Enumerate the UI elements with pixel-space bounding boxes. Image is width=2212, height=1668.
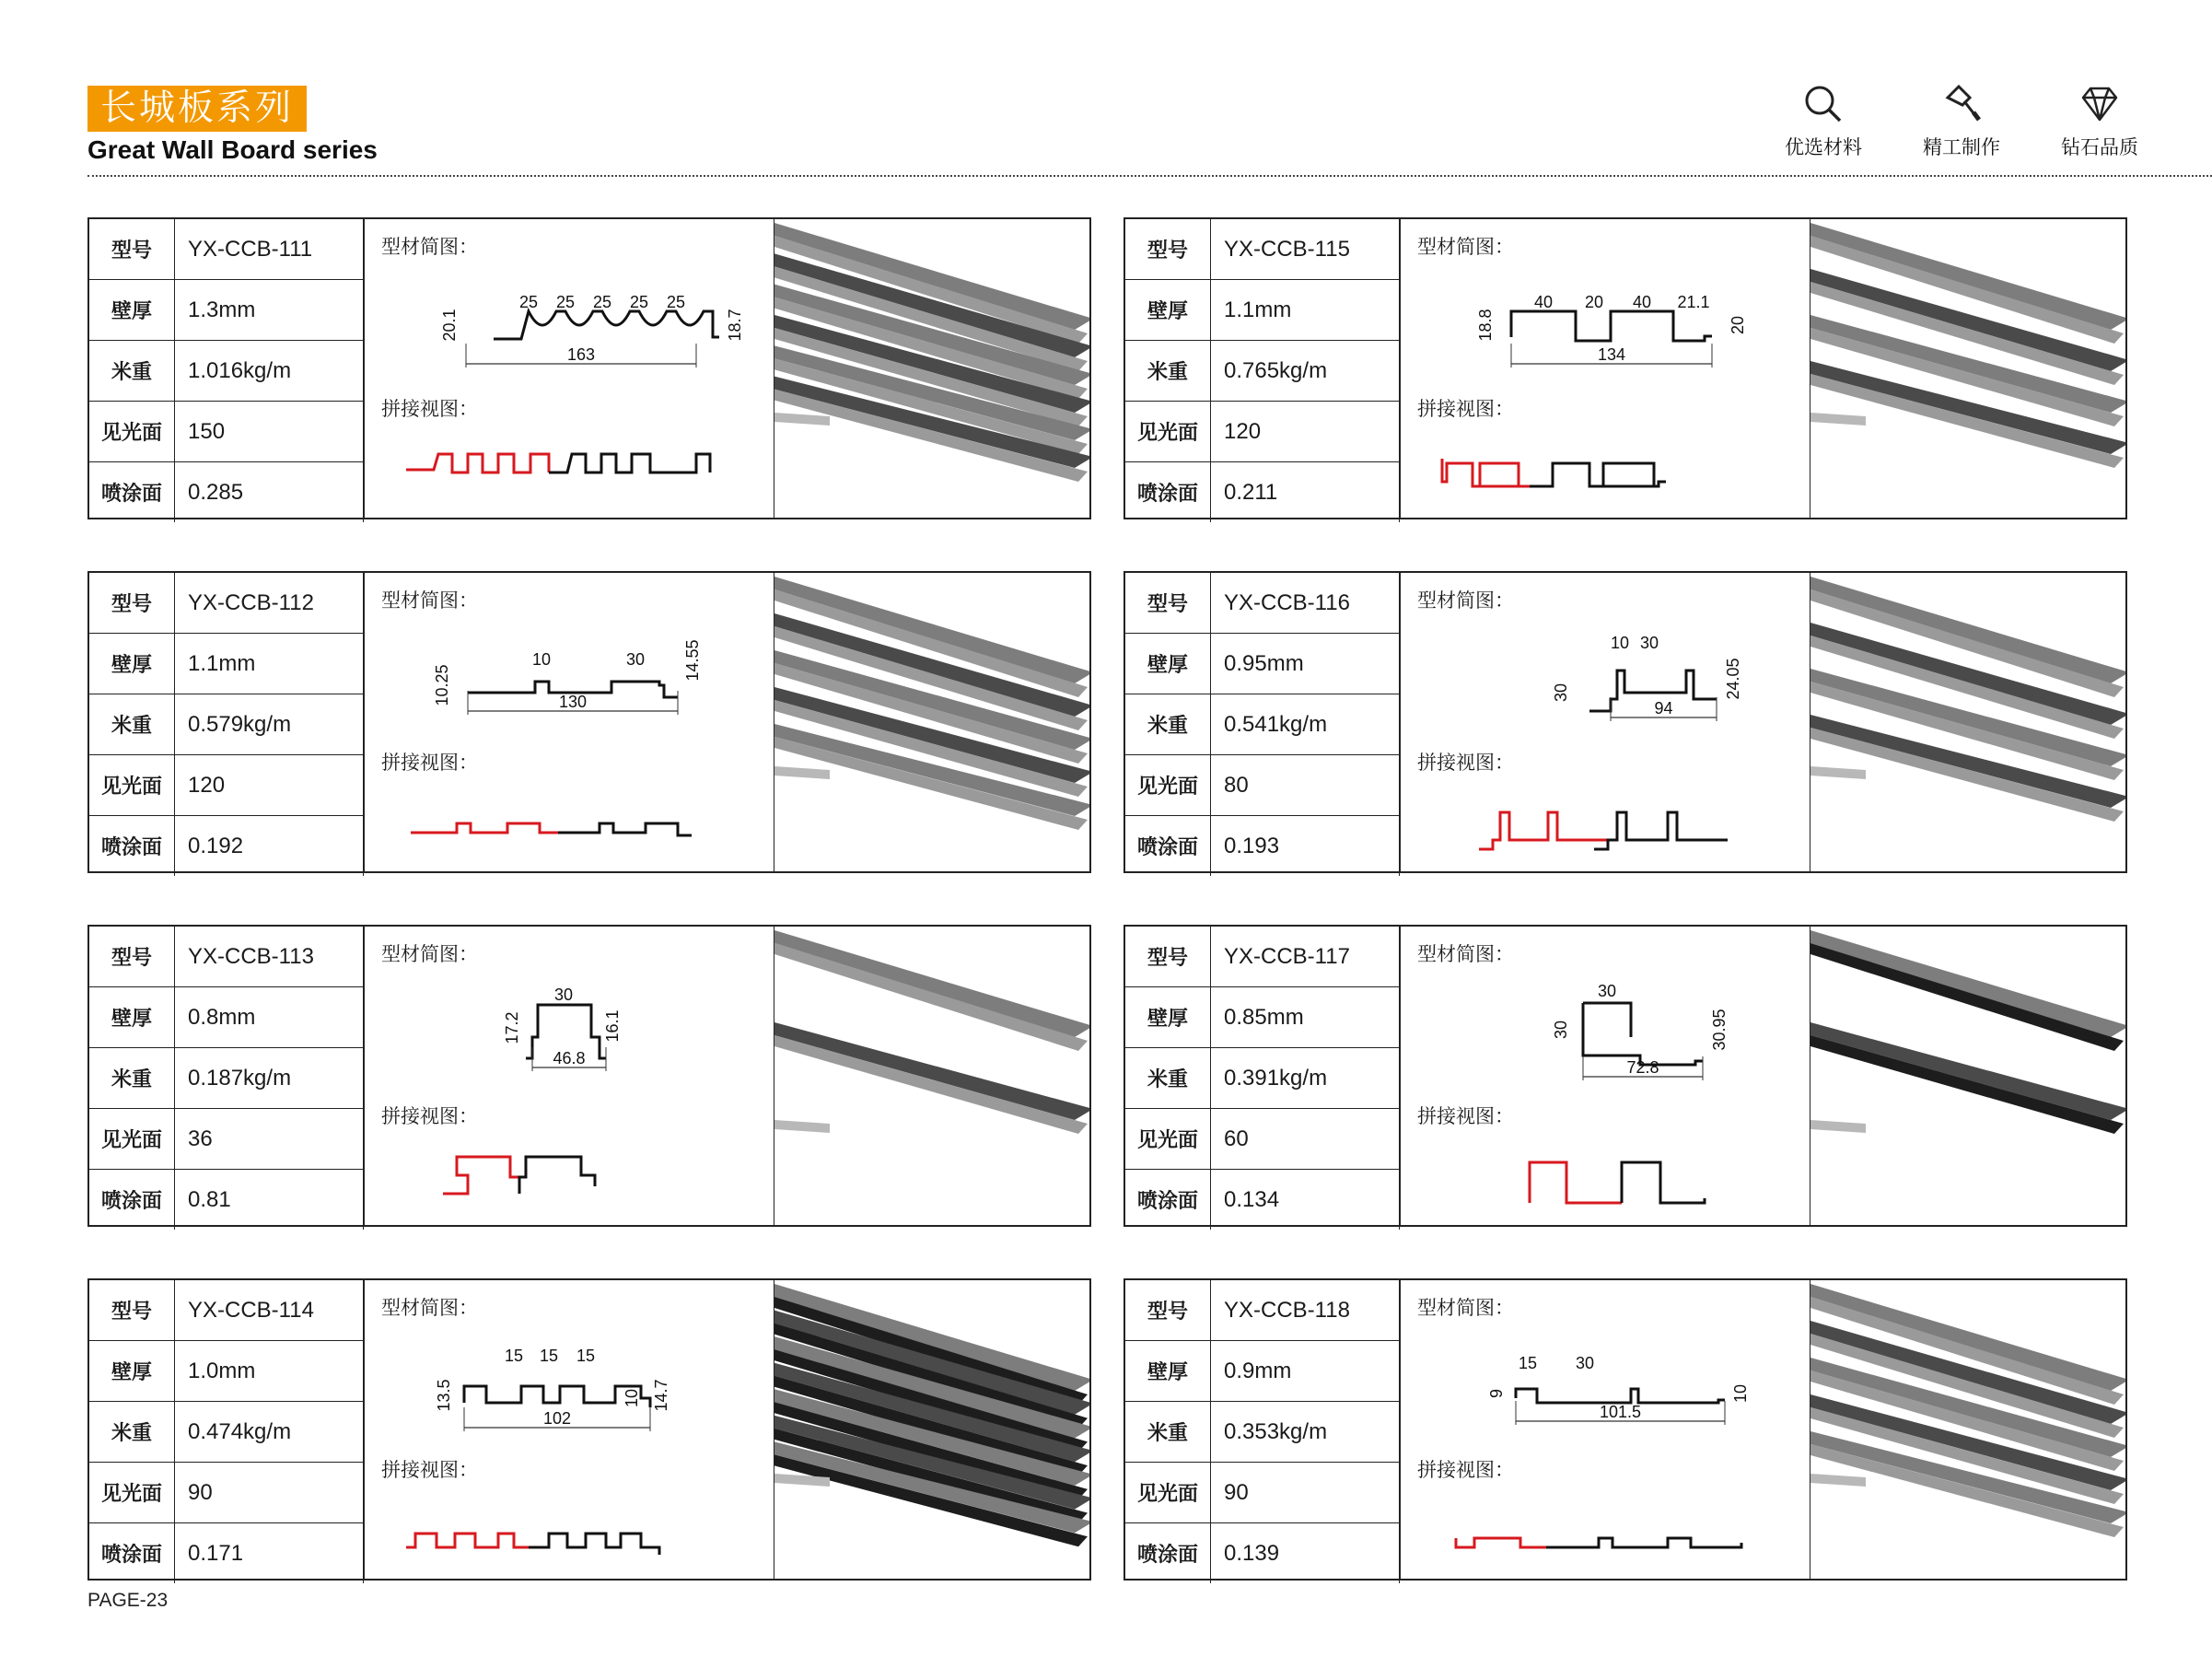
spec-value-coating: 0.193 [1211, 816, 1400, 877]
joint-label: 拼接视图： [1417, 398, 1514, 420]
spec-key: 米重 [89, 1048, 175, 1109]
spec-row [1125, 462, 1400, 523]
width-label: 101.5 [1599, 1403, 1642, 1421]
spec-value-weight: 0.187kg/m [175, 1048, 364, 1109]
spec-row [1125, 573, 1400, 634]
height-label-left: 13.5 [435, 1379, 453, 1412]
spec-row [1125, 927, 1400, 987]
spec-value-weight: 0.765kg/m [1211, 341, 1400, 402]
profile-diagram-panel [1400, 573, 1810, 871]
profile-drawing [365, 927, 774, 1225]
profile-render [1810, 1280, 2125, 1579]
joint-label: 拼接视图： [381, 1105, 478, 1127]
profile-drawing [365, 219, 774, 518]
dimension-label: 21.1 [1677, 293, 1710, 311]
profile-outline [1622, 1162, 1705, 1203]
spec-value-model: YX-CCB-117 [1211, 927, 1400, 987]
width-label: 134 [1597, 345, 1626, 364]
profile-outline [494, 311, 719, 339]
spec-value-visible: 90 [1211, 1463, 1400, 1523]
spec-row [89, 1463, 364, 1523]
joint-label: 拼接视图： [381, 752, 478, 774]
render-edge [1810, 413, 1866, 426]
spec-key: 见光面 [89, 402, 175, 462]
profile-diagram-panel [364, 1280, 774, 1579]
spec-row [1125, 280, 1400, 341]
badge-label: 精工制作 [1923, 136, 2000, 158]
dimension-label: 40 [1533, 293, 1554, 311]
spec-key: 米重 [1125, 694, 1211, 755]
spec-row [89, 462, 364, 523]
spec-value-visible: 80 [1211, 755, 1400, 816]
spec-key: 壁厚 [1125, 987, 1211, 1048]
product-render [774, 927, 1089, 1225]
render-rib [1810, 577, 2125, 683]
render-edge [774, 413, 830, 426]
profile-diagram-panel [364, 219, 774, 518]
dimension-label: 20 [1584, 293, 1604, 311]
profile-outline [411, 823, 558, 833]
product-card [1123, 571, 2127, 873]
spec-row [89, 927, 364, 987]
render-rib [1810, 930, 2125, 1037]
spec-table [1125, 573, 1400, 876]
joint-label: 拼接视图： [1417, 752, 1514, 774]
product-render [1810, 573, 2125, 871]
diamond-icon [2078, 83, 2121, 125]
render-rib-shade [774, 943, 1088, 1051]
spec-row [1125, 755, 1400, 816]
render-rib-shade [1810, 1035, 2124, 1134]
spec-value-visible: 120 [175, 755, 364, 816]
width-label: 130 [558, 693, 588, 711]
height-label-left: 10.25 [433, 664, 451, 706]
product-render [774, 1280, 1089, 1579]
spec-row [89, 1341, 364, 1402]
spec-value-thickness: 1.1mm [175, 634, 364, 694]
height-label-left: 17.2 [503, 1011, 521, 1044]
spec-row [89, 280, 364, 341]
width-label: 94 [1654, 699, 1673, 717]
width-label: 163 [566, 345, 596, 364]
render-edge [774, 766, 830, 779]
height-label-left: 30 [1552, 682, 1570, 703]
dimension-label: 30 [553, 986, 574, 1004]
profile-outline [529, 1534, 659, 1555]
height-label-right: 20 [1729, 315, 1747, 335]
spec-row [89, 694, 364, 755]
product-render [1810, 1280, 2125, 1579]
profile-outline [549, 454, 710, 472]
profile-outline [1516, 1389, 1725, 1403]
spec-key: 壁厚 [89, 634, 175, 694]
dimension-label: 25 [555, 293, 576, 311]
badge-label: 钻石品质 [2061, 136, 2138, 158]
render-edge [1810, 1120, 1866, 1133]
quality-badges [1754, 83, 2169, 160]
spec-value-thickness: 0.95mm [1211, 634, 1400, 694]
spec-row [1125, 1523, 1400, 1584]
spec-key: 型号 [1125, 573, 1211, 634]
spec-table [89, 927, 364, 1230]
spec-row [1125, 1170, 1400, 1231]
spec-row [1125, 694, 1400, 755]
badge-diamond [2031, 83, 2169, 160]
spec-row [1125, 1280, 1400, 1341]
profile-render [774, 927, 1089, 1225]
render-rib [774, 930, 1089, 1037]
spec-value-coating: 0.134 [1211, 1170, 1400, 1231]
profile-diagram-panel [1400, 927, 1810, 1225]
profile-label: 型材简图： [381, 236, 478, 258]
profile-outline [1546, 1538, 1741, 1547]
render-edge [1810, 766, 1866, 779]
profile-outline [1594, 812, 1728, 849]
spec-value-visible: 120 [1211, 402, 1400, 462]
spec-value-thickness: 0.8mm [175, 987, 364, 1048]
height-label-right: 18.7 [726, 309, 744, 342]
spec-table [1125, 927, 1400, 1230]
profile-diagram-panel [1400, 1280, 1810, 1579]
render-edge [1810, 1474, 1866, 1487]
render-rib-shade [1810, 943, 2124, 1051]
dimension-label: 15 [576, 1347, 596, 1365]
profile-outline [406, 454, 549, 472]
profile-outline [558, 823, 692, 835]
height-label-left: 20.1 [440, 309, 459, 342]
profile-outline [1456, 1538, 1546, 1547]
spec-row [89, 816, 364, 877]
spec-row [89, 987, 364, 1048]
badge-materials [1754, 83, 1892, 160]
height-label-right: 14.7 [652, 1379, 670, 1412]
spec-table [1125, 219, 1400, 522]
spec-value-visible: 150 [175, 402, 364, 462]
spec-key: 喷涂面 [89, 462, 175, 523]
profile-label: 型材简图： [1417, 589, 1514, 612]
spec-value-thickness: 1.0mm [175, 1341, 364, 1402]
header-divider [87, 175, 2212, 177]
joint-label: 拼接视图： [381, 1459, 478, 1481]
product-card [1123, 217, 2127, 519]
spec-key: 见光面 [89, 1463, 175, 1523]
spec-key: 型号 [1125, 219, 1211, 280]
profile-outline [519, 1157, 595, 1194]
spec-row [89, 341, 364, 402]
profile-outline [1442, 459, 1530, 486]
spec-key: 见光面 [1125, 1463, 1211, 1523]
product-card [1123, 925, 2127, 1227]
product-render [774, 219, 1089, 518]
profile-outline [406, 1534, 529, 1547]
spec-value-coating: 0.285 [175, 462, 364, 523]
product-card [87, 571, 1091, 873]
spec-row [1125, 1341, 1400, 1402]
spec-value-model: YX-CCB-113 [175, 927, 364, 987]
profile-outline [1583, 1003, 1631, 1037]
profile-label: 型材简图： [1417, 943, 1514, 965]
hammer-icon [1940, 83, 1983, 125]
height-label-right: 30.95 [1710, 1009, 1729, 1051]
spec-value-coating: 0.81 [175, 1170, 364, 1231]
profile-drawing [1401, 219, 1810, 518]
spec-key: 型号 [89, 1280, 175, 1341]
dimension-label: 30 [1575, 1354, 1595, 1372]
spec-value-weight: 0.579kg/m [175, 694, 364, 755]
profile-render [774, 573, 1089, 871]
spec-row [89, 1048, 364, 1109]
spec-value-model: YX-CCB-115 [1211, 219, 1400, 280]
render-rib [1810, 223, 2125, 330]
series-title-en: Great Wall Board series [87, 135, 378, 164]
profile-outline [443, 1157, 519, 1194]
profile-render [1810, 927, 2125, 1225]
spec-key: 米重 [89, 341, 175, 402]
profile-render [774, 1280, 1089, 1579]
profile-diagram-panel [1400, 219, 1810, 518]
spec-row [89, 1170, 364, 1231]
product-render [1810, 927, 2125, 1225]
spec-key: 喷涂面 [1125, 1170, 1211, 1231]
spec-table [1125, 1280, 1400, 1583]
spec-row [1125, 402, 1400, 462]
spec-key: 米重 [1125, 341, 1211, 402]
dimension-label: 15 [539, 1347, 559, 1365]
height-label-right: 24.05 [1724, 658, 1742, 700]
height-label-right: 10 [1731, 1383, 1750, 1404]
render-rib-shade [774, 1035, 1088, 1134]
product-card [87, 1278, 1091, 1581]
profile-label: 型材简图： [1417, 1297, 1514, 1319]
series-title-zh: 长城板系列 [87, 86, 307, 132]
spec-value-thickness: 0.9mm [1211, 1341, 1400, 1402]
product-render [774, 573, 1089, 871]
dimension-label: 15 [1518, 1354, 1538, 1372]
spec-row [89, 402, 364, 462]
profile-render [1810, 219, 2125, 518]
height-label-left: 30 [1552, 1020, 1570, 1040]
profile-outline [1530, 463, 1666, 486]
profile-outline [1479, 812, 1612, 849]
joint-label: 拼接视图： [1417, 1459, 1514, 1481]
dimension-label: 10 [1610, 634, 1630, 652]
profile-drawing [1401, 927, 1810, 1225]
spec-value-weight: 0.391kg/m [1211, 1048, 1400, 1109]
profile-drawing [1401, 573, 1810, 871]
spec-value-coating: 0.171 [175, 1523, 364, 1584]
magnifier-icon [1802, 83, 1845, 125]
spec-key: 见光面 [89, 755, 175, 816]
height-label-left: 9 [1487, 1388, 1506, 1399]
spec-row [1125, 1109, 1400, 1170]
spec-value-thickness: 0.85mm [1211, 987, 1400, 1048]
spec-key: 喷涂面 [1125, 1523, 1211, 1584]
height-label-left: 18.8 [1476, 309, 1495, 342]
spec-key: 见光面 [1125, 402, 1211, 462]
badge-craft [1892, 83, 2031, 160]
spec-key: 壁厚 [89, 987, 175, 1048]
spec-value-weight: 1.016kg/m [175, 341, 364, 402]
spec-row [1125, 816, 1400, 877]
spec-value-visible: 36 [175, 1109, 364, 1170]
spec-row [89, 634, 364, 694]
spec-row [89, 1523, 364, 1584]
spec-key: 壁厚 [1125, 1341, 1211, 1402]
spec-row [89, 1280, 364, 1341]
spec-key: 喷涂面 [89, 1170, 175, 1231]
profile-outline [1583, 1003, 1703, 1065]
spec-value-visible: 60 [1211, 1109, 1400, 1170]
spec-key: 型号 [1125, 1280, 1211, 1341]
dimension-label: 10 [531, 650, 552, 669]
product-card [87, 925, 1091, 1227]
spec-key: 见光面 [89, 1109, 175, 1170]
spec-value-thickness: 1.3mm [175, 280, 364, 341]
profile-diagram-panel [364, 573, 774, 871]
spec-row [1125, 1048, 1400, 1109]
spec-key: 壁厚 [1125, 280, 1211, 341]
joint-label: 拼接视图： [381, 398, 478, 420]
spec-value-coating: 0.139 [1211, 1523, 1400, 1584]
profile-drawing [365, 1280, 774, 1579]
spec-value-model: YX-CCB-118 [1211, 1280, 1400, 1341]
spec-key: 喷涂面 [89, 816, 175, 877]
joint-label: 拼接视图： [1417, 1105, 1514, 1127]
spec-row [1125, 341, 1400, 402]
width-label: 46.8 [553, 1049, 586, 1067]
dimension-label: 40 [1632, 293, 1652, 311]
spec-value-weight: 0.474kg/m [175, 1402, 364, 1463]
spec-row [1125, 219, 1400, 280]
spec-key: 壁厚 [89, 280, 175, 341]
render-edge [774, 1120, 830, 1133]
spec-value-coating: 0.211 [1211, 462, 1400, 523]
spec-value-visible: 90 [175, 1463, 364, 1523]
profile-diagram-panel [364, 927, 774, 1225]
spec-key: 型号 [89, 927, 175, 987]
spec-value-thickness: 1.1mm [1211, 280, 1400, 341]
spec-table [89, 219, 364, 522]
spec-value-weight: 0.353kg/m [1211, 1402, 1400, 1463]
dimension-label: 25 [666, 293, 686, 311]
spec-key: 米重 [89, 1402, 175, 1463]
profile-outline [1530, 1162, 1622, 1203]
product-card [87, 217, 1091, 519]
spec-key: 米重 [89, 694, 175, 755]
spec-row [89, 573, 364, 634]
spec-key: 喷涂面 [89, 1523, 175, 1584]
profile-outline [1511, 311, 1712, 341]
profile-label: 型材简图： [381, 589, 478, 612]
spec-value-model: YX-CCB-112 [175, 573, 364, 634]
dimension-label: 30 [625, 650, 646, 669]
spec-key: 型号 [89, 573, 175, 634]
spec-row [1125, 1402, 1400, 1463]
profile-label: 型材简图： [381, 943, 478, 965]
spec-value-model: YX-CCB-116 [1211, 573, 1400, 634]
spec-row [89, 755, 364, 816]
dimension-label: 25 [629, 293, 649, 311]
spec-row [1125, 987, 1400, 1048]
spec-key: 壁厚 [1125, 634, 1211, 694]
spec-key: 型号 [1125, 927, 1211, 987]
spec-value-coating: 0.192 [175, 816, 364, 877]
profile-label: 型材简图： [1417, 236, 1514, 258]
dimension-label: 10 [623, 1388, 641, 1408]
dimension-label: 30 [1639, 634, 1659, 652]
profile-drawing [365, 573, 774, 871]
spec-key: 型号 [89, 219, 175, 280]
spec-row [1125, 634, 1400, 694]
spec-key: 壁厚 [89, 1341, 175, 1402]
dimension-label: 30 [1597, 982, 1617, 1000]
height-label-right: 14.55 [683, 639, 702, 682]
spec-row [1125, 1463, 1400, 1523]
spec-key: 见光面 [1125, 755, 1211, 816]
dimension-label: 15 [504, 1347, 524, 1365]
dimension-label: 25 [518, 293, 539, 311]
spec-value-model: YX-CCB-114 [175, 1280, 364, 1341]
height-label-right: 16.1 [603, 1009, 622, 1043]
profile-outline [1589, 671, 1717, 711]
profile-render [1810, 573, 2125, 871]
spec-row [89, 1109, 364, 1170]
spec-value-model: YX-CCB-111 [175, 219, 364, 280]
badge-label: 优选材料 [1785, 136, 1862, 158]
page-number: PAGE-23 [87, 1590, 169, 1611]
spec-row [89, 219, 364, 280]
spec-key: 米重 [1125, 1048, 1211, 1109]
profile-label: 型材简图： [381, 1297, 478, 1319]
profile-render [774, 219, 1089, 518]
width-label: 102 [542, 1409, 572, 1428]
spec-table [89, 1280, 364, 1583]
spec-key: 喷涂面 [1125, 816, 1211, 877]
profile-drawing [1401, 1280, 1810, 1579]
spec-table [89, 573, 364, 876]
product-card [1123, 1278, 2127, 1581]
spec-key: 见光面 [1125, 1109, 1211, 1170]
dimension-label: 25 [592, 293, 612, 311]
spec-key: 米重 [1125, 1402, 1211, 1463]
spec-key: 喷涂面 [1125, 462, 1211, 523]
product-render [1810, 219, 2125, 518]
spec-value-weight: 0.541kg/m [1211, 694, 1400, 755]
width-label: 72.8 [1626, 1058, 1659, 1077]
spec-row [89, 1402, 364, 1463]
